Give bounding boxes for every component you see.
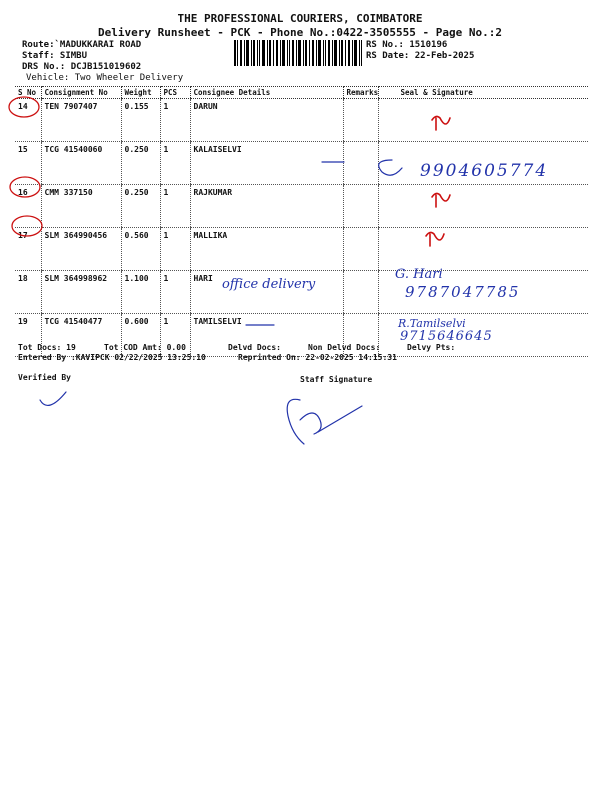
- delivered-docs: Delvd Docs:: [228, 343, 281, 352]
- table-row: [15, 99, 588, 142]
- non-delivered-docs: Non Delvd Docs:: [308, 343, 381, 352]
- total-docs: Tot Docs: 19: [18, 343, 76, 352]
- vehicle-label: Vehicle: Two Wheeler Delivery: [26, 73, 184, 83]
- runsheet-table: [15, 86, 588, 357]
- col-pcs: PCS: [160, 87, 190, 99]
- table-row: [15, 271, 588, 314]
- table-row: [15, 228, 588, 271]
- route-label: Route:`MADUKKARAI ROAD: [22, 40, 142, 50]
- row-consignment: CMM 337150: [41, 185, 121, 228]
- verified-by-label: Verified By: [18, 373, 71, 382]
- handwritten-note: office delivery: [222, 277, 316, 292]
- row-consignment: TCG 41540477: [41, 314, 121, 357]
- row-signature: [378, 142, 588, 185]
- row-pcs: 1: [160, 185, 190, 228]
- row-remarks: [343, 185, 378, 228]
- handwritten-phone: 9787047785: [405, 283, 521, 301]
- row-consignee: RAJKUMAR: [190, 185, 343, 228]
- row-weight: 0.250: [121, 185, 160, 228]
- staff-signature-label: Staff Signature: [300, 375, 373, 384]
- handwritten-name: R.Tamilselvi: [398, 317, 466, 330]
- row-consignee: TAMILSELVI: [190, 314, 343, 357]
- table-row: [15, 142, 588, 185]
- row-consignee: MALLIKA: [190, 228, 343, 271]
- runsheet-subtitle: Delivery Runsheet - PCK - Phone No.:0422-3505555 - Page No.:2: [98, 26, 502, 39]
- staff-signature-drawing: [287, 399, 362, 444]
- row-weight: 1.100: [121, 271, 160, 314]
- row-consignee: DARUN: [190, 99, 343, 142]
- row-consignment: SLM 364998962: [41, 271, 121, 314]
- total-cod-amount: Tot COD Amt: 0.00: [104, 343, 186, 352]
- row-consignment: TEN 7907407: [41, 99, 121, 142]
- staff-label: Staff: SIMBU: [22, 51, 88, 61]
- row-pcs: 1: [160, 99, 190, 142]
- drs-number: DRS No.: DCJB151019602: [22, 62, 142, 72]
- row-pcs: 1: [160, 271, 190, 314]
- row-consignment: TCG 41540060: [41, 142, 121, 185]
- row-sno: 15: [15, 142, 41, 185]
- col-consignee: Consignee Details: [190, 87, 343, 99]
- row-signature: [378, 185, 588, 228]
- company-title: THE PROFESSIONAL COURIERS, COIMBATORE: [177, 12, 423, 25]
- table-header: [15, 87, 588, 99]
- row-remarks: [343, 271, 378, 314]
- rs-number: RS No.: 1510196: [366, 40, 448, 50]
- row-consignee: KALAISELVI: [190, 142, 343, 185]
- row-signature: [378, 228, 588, 271]
- col-weight: Weight: [121, 87, 160, 99]
- row-sno: 17: [15, 228, 41, 271]
- row-weight: 0.560: [121, 228, 160, 271]
- row-weight: 0.600: [121, 314, 160, 357]
- table-row: [15, 314, 588, 357]
- handwritten-phone: 9715646645: [400, 329, 493, 344]
- handwritten-phone: 9904605774: [420, 161, 549, 181]
- row-consignee: HARI: [190, 271, 343, 314]
- row-sno: 16: [15, 185, 41, 228]
- handwritten-name: G. Hari: [395, 267, 443, 282]
- col-remarks: Remarks: [343, 87, 378, 99]
- entered-by: Entered By :KAVIPCK 02/22/2025 13:25:10: [18, 353, 206, 362]
- row-pcs: 1: [160, 228, 190, 271]
- col-signature: Seal & Signature: [378, 87, 588, 99]
- delivery-points: Delvy Pts:: [407, 343, 456, 352]
- row-remarks: [343, 142, 378, 185]
- col-consignment: Consignment No: [41, 87, 121, 99]
- barcode: [234, 40, 362, 66]
- row-sno: 18: [15, 271, 41, 314]
- verified-signature: [40, 392, 66, 405]
- row-sno: 19: [15, 314, 41, 357]
- col-sno: S No: [15, 87, 41, 99]
- row-remarks: [343, 99, 378, 142]
- table-row: [15, 185, 588, 228]
- row-signature: [378, 99, 588, 142]
- row-weight: 0.155: [121, 99, 160, 142]
- row-signature: [378, 271, 588, 314]
- row-weight: 0.250: [121, 142, 160, 185]
- row-pcs: 1: [160, 142, 190, 185]
- row-remarks: [343, 228, 378, 271]
- row-consignment: SLM 364990456: [41, 228, 121, 271]
- reprinted-on: Reprinted On: 22-02-2025 14:15:31: [238, 353, 397, 362]
- rs-date: RS Date: 22-Feb-2025: [366, 51, 475, 61]
- row-sno: 14: [15, 99, 41, 142]
- row-pcs: 1: [160, 314, 190, 357]
